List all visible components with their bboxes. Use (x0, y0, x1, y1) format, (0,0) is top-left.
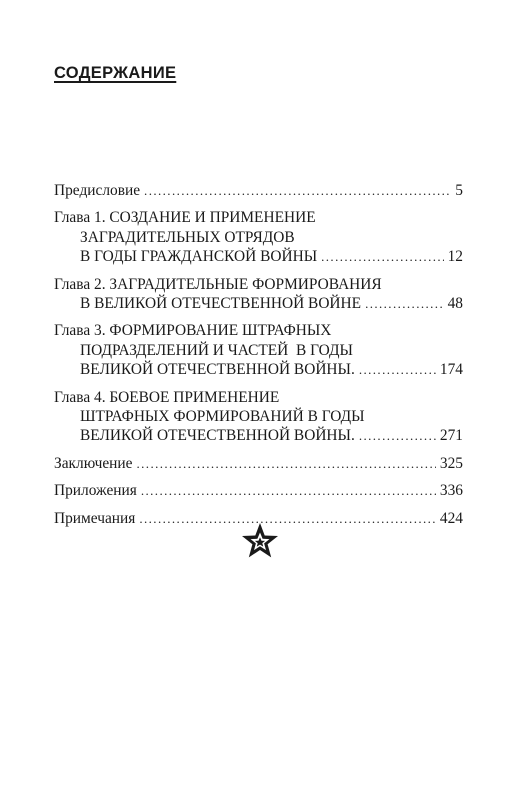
table-of-contents (54, 181, 463, 528)
toc-entry-title: В ВЕЛИКОЙ ОТЕЧЕСТВЕННОЙ ВОЙНЕ (80, 295, 362, 313)
toc-entry-title: Глава 3. ФОРМИРОВАНИЕ ШТРАФНЫХ (54, 322, 332, 340)
toc-line (54, 294, 463, 313)
dot-leader (139, 509, 436, 528)
toc-page-number: 5 (455, 182, 463, 199)
toc-entry-title: ШТРАФНЫХ ФОРМИРОВАНИЙ В ГОДЫ (80, 408, 365, 426)
toc-entry-preface (54, 181, 463, 200)
toc-entry-title: Заключение (54, 454, 133, 472)
toc-line (54, 360, 463, 379)
toc-entry-chapter-4 (54, 388, 463, 446)
toc-line (54, 208, 463, 227)
toc-line (54, 481, 463, 500)
toc-line (54, 341, 463, 360)
toc-line (54, 275, 463, 294)
toc-entry-title: Глава 2. ЗАГРАДИТЕЛЬНЫЕ ФОРМИРОВАНИЯ (54, 275, 382, 293)
toc-page-number: 12 (447, 248, 463, 266)
toc-page-number: 336 (439, 482, 463, 500)
star-icon (240, 522, 280, 562)
toc-entry-title: ПОДРАЗДЕЛЕНИЙ И ЧАСТЕЙ В ГОДЫ (80, 341, 353, 359)
dot-leader (359, 360, 436, 379)
toc-line (54, 454, 463, 473)
dot-leader (365, 294, 444, 313)
toc-line (54, 388, 463, 407)
toc-page-number: 48 (447, 295, 463, 313)
toc-line (54, 407, 463, 426)
toc-entry-chapter-1 (54, 208, 463, 266)
toc-line (54, 247, 463, 266)
toc-entry-chapter-3 (54, 321, 463, 379)
toc-entry-title: Предисловие (54, 182, 141, 199)
toc-entry-chapter-2 (54, 275, 463, 314)
toc-page-number: 271 (439, 427, 463, 445)
toc-line (54, 426, 463, 445)
toc-entry-title: Глава 1. СОЗДАНИЕ И ПРИМЕНЕНИЕ (54, 209, 316, 227)
toc-entry-title: Приложения (54, 482, 137, 500)
dot-leader (137, 454, 436, 473)
dot-leader (144, 181, 451, 200)
toc-entry-title: Примечания (54, 509, 136, 527)
toc-line (54, 181, 463, 200)
toc-entry-title: ЗАГРАДИТЕЛЬНЫХ ОТРЯДОВ (80, 228, 295, 246)
toc-entry-title: ВЕЛИКОЙ ОТЕЧЕСТВЕННОЙ ВОЙНЫ. (80, 361, 355, 379)
toc-entry-title: ВЕЛИКОЙ ОТЕЧЕСТВЕННОЙ ВОЙНЫ. (80, 427, 355, 445)
toc-line (54, 321, 463, 340)
toc-page-number: 325 (439, 454, 463, 472)
dot-leader (359, 426, 436, 445)
dot-leader (321, 247, 443, 266)
toc-page-number: 174 (439, 361, 463, 379)
toc-entry-conclusion (54, 454, 463, 473)
toc-line (54, 228, 463, 247)
toc-entry-title: Глава 4. БОЕВОЕ ПРИМЕНЕНИЕ (54, 388, 280, 406)
toc-entry-title: В ГОДЫ ГРАЖДАНСКОЙ ВОЙНЫ (80, 248, 318, 266)
dot-leader (141, 481, 436, 500)
toc-entry-appendices (54, 481, 463, 500)
page-title: СОДЕРЖАНИЕ (54, 64, 177, 82)
toc-page-number: 424 (439, 509, 463, 527)
